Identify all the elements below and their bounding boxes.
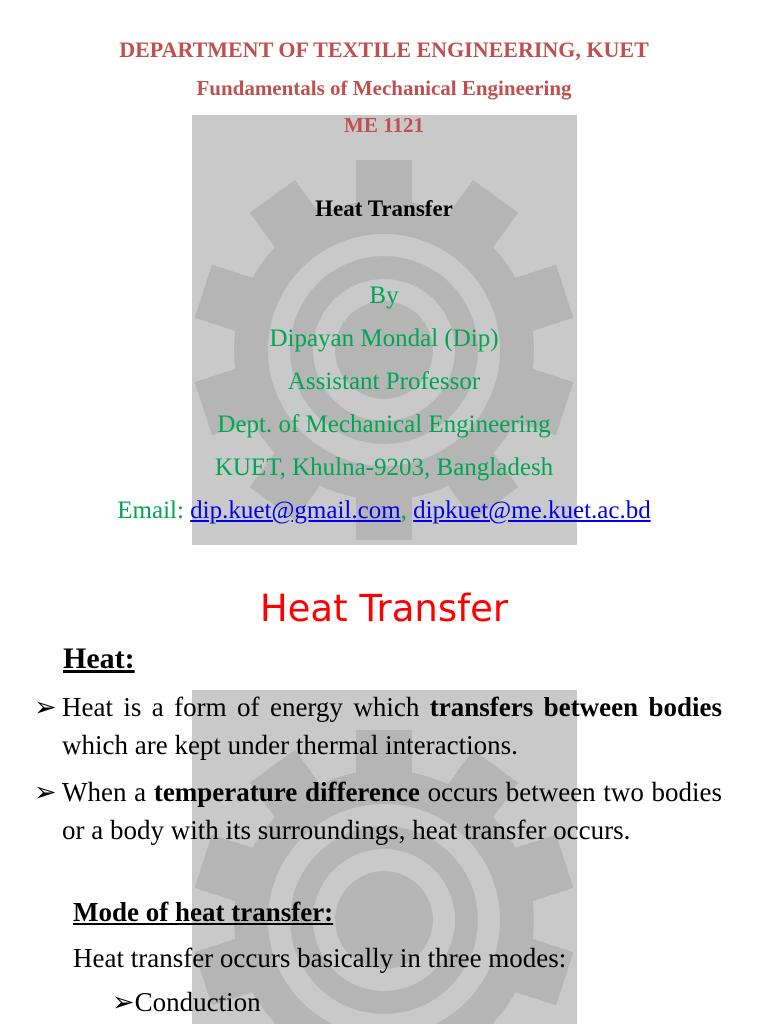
bullet-text: When a xyxy=(62,777,147,807)
email-link-kuet[interactable]: dipkuet@me.kuet.ac.bd xyxy=(413,497,651,524)
slide-title: Heat Transfer xyxy=(259,587,509,630)
author-address: KUET, Khulna-9203, Bangladesh xyxy=(214,454,554,481)
mode-heading: Mode of heat transfer: xyxy=(73,897,334,927)
department-name: DEPARTMENT OF TEXTILE ENGINEERING, KUET xyxy=(119,37,649,62)
email-separator: , xyxy=(400,497,407,524)
bullet-arrow-icon: ➢ xyxy=(34,777,57,807)
mode-intro: Heat transfer occurs basically in three modes: xyxy=(73,943,567,973)
bullet-heat-definition xyxy=(34,688,722,764)
course-title: Fundamentals of Mechanical Engineering xyxy=(196,76,572,100)
author-designation: Assistant Professor xyxy=(287,368,481,395)
author-name: Dipayan Mondal (Dip) xyxy=(269,325,499,352)
bullet-heat-condition xyxy=(34,773,722,849)
by-label: By xyxy=(369,282,399,309)
topic-title: Heat Transfer xyxy=(315,196,453,221)
mode-item-label: Conduction xyxy=(134,987,261,1017)
bullet-arrow-icon: ➢ xyxy=(34,692,57,722)
bullet-bold-text: transfers between bodies xyxy=(429,692,723,722)
mode-item-conduction xyxy=(112,987,261,1018)
bullet-bold-text: temperature difference xyxy=(153,777,420,807)
bullet-text: Heat is a form of energy which xyxy=(62,692,420,722)
email-label: Email: xyxy=(117,497,184,524)
content-slide xyxy=(0,545,768,1024)
heat-heading: Heat: xyxy=(63,642,135,675)
email-line xyxy=(0,497,768,525)
email-link-gmail[interactable]: dip.kuet@gmail.com xyxy=(190,497,401,524)
course-code: ME 1121 xyxy=(344,113,424,137)
author-department: Dept. of Mechanical Engineering xyxy=(217,411,551,438)
bullet-arrow-icon: ➢ xyxy=(112,987,135,1017)
bullet-text: occurs between two bodies or a body with its surroundings, heat transfer occurs. xyxy=(62,777,723,845)
bullet-text: which are kept under thermal interactions. xyxy=(62,730,518,760)
